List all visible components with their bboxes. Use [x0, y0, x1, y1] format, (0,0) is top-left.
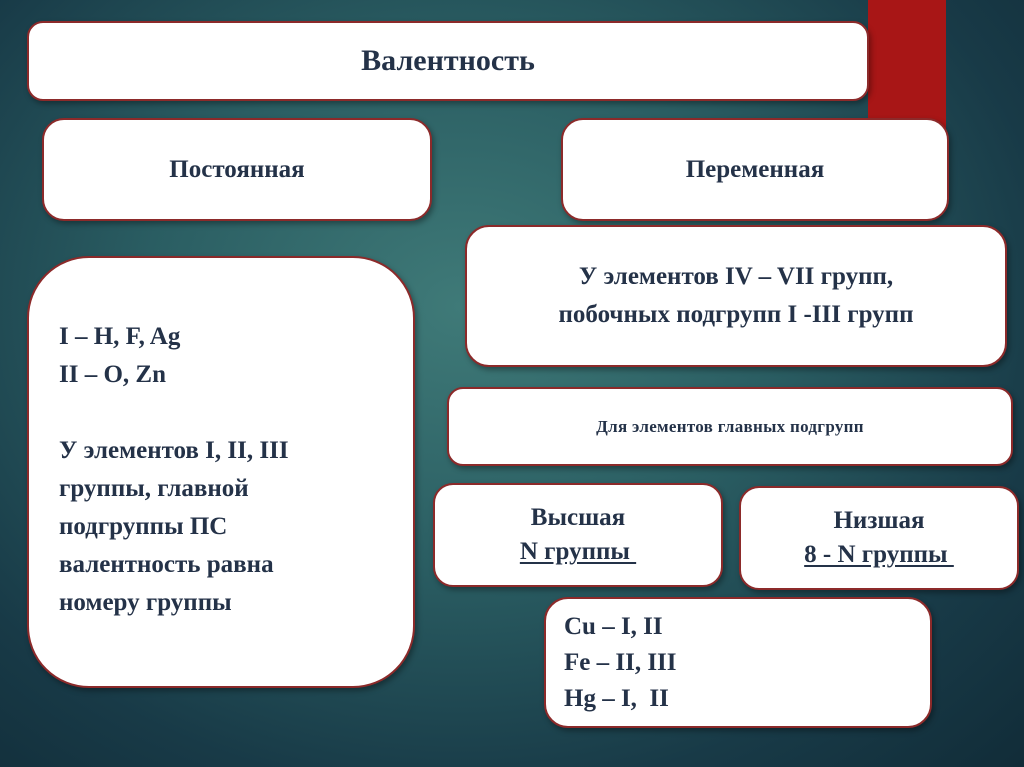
constant-line-2: II – O, Zn — [59, 361, 166, 388]
highest-formula: N группы — [519, 538, 637, 565]
variable-valence-box — [561, 118, 949, 221]
rule-line-2: группы, главной — [59, 475, 249, 502]
rule-line-4: валентность равна — [59, 551, 274, 578]
page-title: Валентность — [361, 44, 535, 77]
example-cu: Cu – I, II — [564, 612, 663, 640]
rule-line-5: номеру группы — [59, 589, 232, 616]
example-hg: Hg – I, II — [564, 684, 669, 712]
main-subgroups-box — [447, 387, 1013, 466]
constant-valence-details — [27, 256, 415, 688]
groups-line-2: побочных подгрупп I -III групп — [558, 301, 914, 328]
example-fe: Fe – II, III — [564, 648, 677, 676]
highest-valence-box — [433, 483, 723, 587]
lowest-label: Низшая — [833, 507, 925, 534]
groups-line-1: У элементов IV – VII групп, — [578, 263, 894, 290]
rule-line-1: У элементов I, II, III — [59, 437, 289, 464]
variable-groups-box — [465, 225, 1007, 367]
variable-valence-label: Переменная — [685, 155, 825, 183]
title-box — [27, 21, 869, 101]
rule-line-3: подгруппы ПС — [59, 513, 228, 540]
constant-valence-label: Постоянная — [169, 155, 305, 183]
constant-valence-box — [42, 118, 432, 221]
examples-box — [544, 597, 932, 728]
lowest-formula: 8 - N группы — [804, 541, 954, 568]
highest-label: Высшая — [530, 504, 626, 531]
main-subgroups-label: Для элементов главных подгрупп — [596, 416, 864, 436]
lowest-valence-box — [739, 486, 1019, 590]
constant-line-1: I – H, F, Ag — [59, 323, 181, 350]
